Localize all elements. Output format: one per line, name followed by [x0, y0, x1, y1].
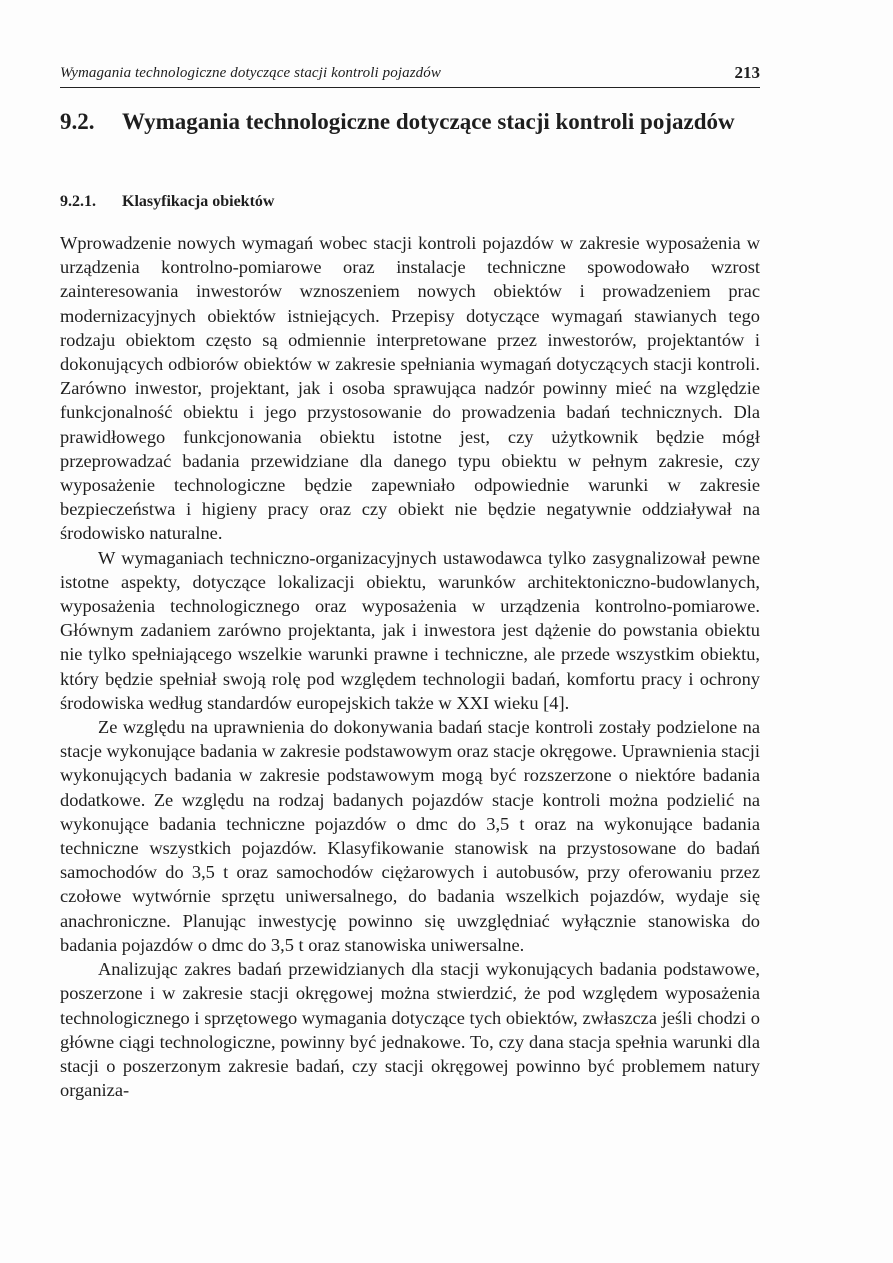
running-title: Wymagania technologiczne dotyczące stacji kontroli pojazdów	[60, 65, 441, 81]
paragraph: Wprowadzenie nowych wymagań wobec stacji kontroli pojazdów w zakresie wyposażenia w urządzenia kontrolno-pomiarowe oraz instalacje techniczne spowodowało wzrost zainteresowania inwestorów wznoszeniem nowych obiektów i prowadzeniem prac modernizacyjnych obiektów istniejących. Przepisy dotyczące wymagań stawianych tego rodzaju obiektom często są odmiennie interpretowane przez inwestorów, projektantów i dokonujących odbiorów obiektów w zakresie spełniania wymagań dotyczących stacji kontroli. Zarówno inwestor, projektant, jak i osoba sprawująca nadzór powinny mieć na względzie funkcjonalność obiektu i jego przystosowanie do prowadzenia badań technicznych. Dla prawidłowego funkcjonowania obiektu istotne jest, czy użytkownik będzie mógł przeprowadzać badania przewidziane dla danego typu obiektu w pełnym zakresie, czy wyposażenie technologiczne będzie zapewniało odpowiednie warunki w zakresie bezpieczeństwa i higieny pracy oraz czy obiekt nie będzie negatywnie oddziaływał na środowisko naturalne.	[60, 233, 760, 544]
section-title: Wymagania technologiczne dotyczące stacji kontroli pojazdów	[122, 109, 735, 134]
paragraph: Analizując zakres badań przewidzianych dla stacji wykonujących badania podstawowe, poszerzone i w zakresie stacji okręgowej można stwierdzić, że pod względem wyposażenia technologicznego i sprzętowego wymagania dotyczące tych obiektów, zwłaszcza jeśli chodzi o główne ciągi technologiczne, powinny być jednakowe. To, czy dana stacja spełnia warunki dla stacji o poszerzonym zakresie badań, czy stacji okręgowej powinno być problemem natury organiza-	[60, 959, 760, 1101]
subsection-number: 9.2.1.	[60, 193, 96, 210]
body-text	[60, 231, 760, 1102]
section-number: 9.2.	[60, 109, 95, 134]
subsection-heading	[60, 192, 274, 212]
paragraph: Ze względu na uprawnienia do dokonywania badań stacje kontroli zostały podzielone na stacje wykonujące badania w zakresie podstawowym oraz stacje okręgowe. Uprawnienia stacji wykonujących badania w zakresie podstawowym mogą być rozszerzone o niektóre badania dodatkowe. Ze względu na rodzaj badanych pojazdów stacje kontroli można podzielić na wykonujące badania techniczne pojazdów o dmc do 3,5 t oraz na wykonujące badania techniczne wszystkich pojazdów. Klasyfikowanie stanowisk na przystosowane do badań samochodów do 3,5 t oraz samochodów ciężarowych i autobusów, przy oferowaniu przez czołowe wytwórnie sprzętu uniwersalnego, do badania wszelkich pojazdów, wydaje się anachroniczne. Planując inwestycję powinno się uwzględniać wyłącznie stanowiska do badania pojazdów o dmc do 3,5 t oraz stanowiska uniwersalne.	[60, 717, 760, 955]
subsection-title: Klasyfikacja obiektów	[122, 193, 275, 210]
running-header	[60, 63, 760, 88]
paragraph: W wymaganiach techniczno-organizacyjnych ustawodawca tylko zasygnalizował pewne istotne aspekty, dotyczące lokalizacji obiektu, warunków architektoniczno-budowlanych, wyposażenia technologicznego oraz wyposażenia w urządzenia kontrolno-pomiarowe. Głównym zadaniem zarówno projektanta, jak i inwestora jest dążenie do powstania obiektu nie tylko spełniającego wszelkie warunki prawne i techniczne, ale przede wszystkim obiektu, który będzie spełniał swoją rolę pod względem technologii badań, komfortu pracy i ochrony środowiska według standardów europejskich także w XXI wieku [4].	[60, 547, 760, 713]
page-number: 213	[734, 63, 760, 82]
